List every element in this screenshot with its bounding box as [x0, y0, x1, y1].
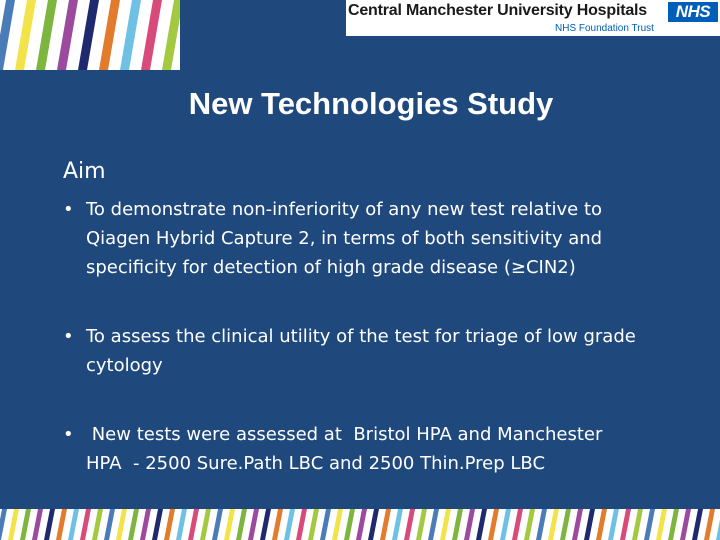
stripe — [476, 509, 487, 540]
stripe — [188, 509, 199, 540]
stripe — [560, 509, 571, 540]
stripe — [584, 509, 595, 540]
aim-heading: Aim — [63, 159, 106, 184]
stripe — [32, 509, 43, 540]
stripe — [524, 509, 535, 540]
stripe — [0, 509, 7, 540]
stripe — [488, 509, 499, 540]
stripe — [656, 509, 667, 540]
stripe — [164, 509, 175, 540]
stripe — [78, 0, 99, 70]
stripe — [248, 509, 259, 540]
stripe — [620, 509, 631, 540]
stripe — [572, 509, 583, 540]
stripe — [440, 509, 451, 540]
stripe — [128, 509, 139, 540]
stripe — [284, 509, 295, 540]
stripe — [380, 509, 391, 540]
stripe — [8, 509, 19, 540]
stripe — [632, 509, 643, 540]
stripe — [176, 509, 187, 540]
bullet-3-line-1: New tests were assessed at Bristol HPA and Manchester — [86, 424, 603, 445]
bullet-1-line-1: To demonstrate non-inferiority of any new test relative to — [86, 199, 603, 220]
stripe — [356, 509, 367, 540]
bullet-1-line-3: specificity for detection of high grade disease (≥CIN2) — [86, 257, 576, 278]
stripe — [200, 509, 211, 540]
stripe — [0, 0, 15, 70]
stripes-graphic — [0, 0, 180, 70]
logo-hospital-name: Central Manchester University Hospitals — [348, 2, 647, 19]
stripe — [500, 509, 511, 540]
stripe — [404, 509, 415, 540]
bullet-1-line-2: Qiagen Hybrid Capture 2, in terms of both sensitivity and — [86, 228, 603, 249]
bullet-dot-icon: • — [63, 326, 74, 347]
stripe — [15, 0, 36, 70]
stripe — [260, 509, 271, 540]
bullet-2-line-2: cytology — [86, 355, 163, 376]
stripe — [668, 509, 679, 540]
bullet-3-line-2: HPA - 2500 Sure.Path LBC and 2500 Thin.Prep LBC — [86, 453, 546, 474]
decorative-stripes-bottom — [0, 509, 720, 540]
stripe — [608, 509, 619, 540]
stripe — [224, 509, 235, 540]
stripe — [104, 509, 115, 540]
nhs-logo-icon: NHS — [668, 2, 718, 22]
stripe — [392, 509, 403, 540]
stripe — [536, 509, 547, 540]
hospital-logo — [346, 0, 720, 36]
stripe — [68, 509, 79, 540]
stripe — [152, 509, 163, 540]
stripe — [212, 509, 223, 540]
bullet-2-line-1: To assess the clinical utility of the test for triage of low grade — [86, 326, 636, 347]
stripe — [428, 509, 439, 540]
stripe — [140, 509, 151, 540]
stripe — [680, 509, 691, 540]
stripe — [236, 509, 247, 540]
stripe — [464, 509, 475, 540]
stripe — [452, 509, 463, 540]
decorative-stripes-top — [0, 0, 180, 70]
stripe — [296, 509, 307, 540]
stripe — [344, 509, 355, 540]
bullet-dot-icon: • — [63, 424, 74, 445]
stripe — [162, 0, 180, 70]
stripe — [704, 509, 715, 540]
stripe — [116, 509, 127, 540]
stripe — [320, 509, 331, 540]
stripe — [80, 509, 91, 540]
stripe — [692, 509, 703, 540]
stripe — [272, 509, 283, 540]
stripe — [20, 509, 31, 540]
stripe — [332, 509, 343, 540]
stripe — [716, 509, 720, 540]
stripe — [644, 509, 655, 540]
stripe — [44, 509, 55, 540]
slide-title: New Technologies Study — [188, 86, 554, 121]
stripe — [512, 509, 523, 540]
bullet-dot-icon: • — [63, 199, 74, 220]
stripes-graphic-bottom — [0, 509, 720, 540]
stripe — [368, 509, 379, 540]
stripe — [308, 509, 319, 540]
logo-trust-name: NHS Foundation Trust — [555, 23, 654, 34]
stripe — [99, 0, 120, 70]
stripe — [141, 0, 162, 70]
stripe — [57, 0, 78, 70]
stripe — [596, 509, 607, 540]
stripe — [36, 0, 57, 70]
stripe — [92, 509, 103, 540]
stripe — [548, 509, 559, 540]
stripe — [120, 0, 141, 70]
stripe — [56, 509, 67, 540]
stripe — [416, 509, 427, 540]
